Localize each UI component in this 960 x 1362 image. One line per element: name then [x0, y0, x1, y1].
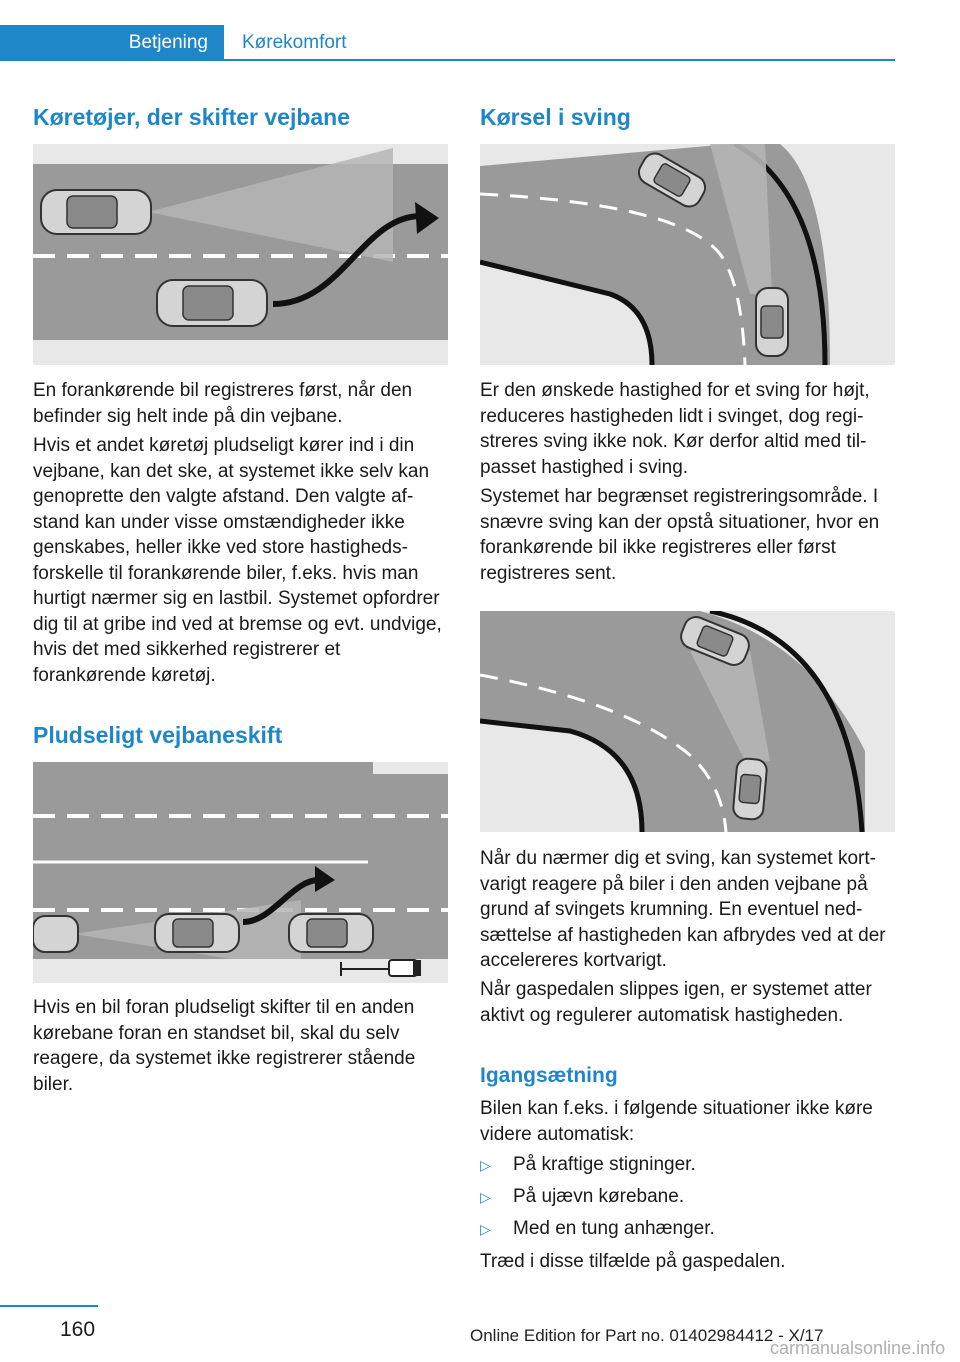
list-item: ▷ På kraftige stigninger.: [480, 1154, 696, 1175]
page-number: 160: [60, 1318, 96, 1341]
figure-cornering-2: [480, 611, 895, 832]
heading-lane-change-vehicles: Køretøjer, der skifter vejbane: [33, 104, 351, 130]
heading-cornering: Kørsel i sving: [480, 104, 631, 130]
paragraph-right-2: Systemet har begrænset registreringsområde. I snævre sving kan der opstå situationer, hvor en forankørende bil ikke registreres eller først registreres sent.: [480, 486, 880, 584]
list-item: ▷ På ujævn kørebane.: [480, 1186, 685, 1207]
edition-footer: Online Edition for Part no. 01402984412 - X/17: [470, 1326, 824, 1345]
paragraph-right-6: Træd i disse tilfælde på gaspedalen.: [480, 1251, 786, 1272]
page-number-rule: [0, 1305, 98, 1307]
car-stopped-icon: [289, 914, 373, 952]
triangle-bullet-icon: ▷: [480, 1157, 491, 1173]
car-own-icon: [157, 280, 267, 326]
triangle-bullet-icon: ▷: [480, 1189, 491, 1205]
car-lane-change-icon: [155, 914, 239, 952]
list-item: ▷ Med en tung anhænger.: [480, 1218, 715, 1239]
paragraph-left-2: Hvis et andet køretøj pludseligt kører ind i din vejbane, kan det ske, at systemet ikke selv kan genoprette den valgte afstand. Den valgte afstand kan under visse omstændigheder ikke genskabes, heller ikke ved store hastighedsforskelle til forankørende biler, f.eks. hvis man hurtigt nærmer sig en lastbil. Systemet opfordrer dig til at gribe ind ved at bremse og evt. undvige, hvis det med sikkerhed registrerer et forankørende køretøj.: [33, 435, 442, 686]
tab-underline: [224, 59, 895, 61]
paragraph-right-3: Når du nærmer dig et sving, kan systemet kortvarigt reagere på biler i den anden vejbane på grund af svingets krumning. En eventuel nedsættelse af hastigheden kan afbrydes ved at der accelereres kortvarigt.: [480, 848, 886, 971]
traffic-light-icon: [389, 960, 417, 976]
figure-sudden-lane-change: [33, 762, 448, 983]
header-tabbar: [0, 25, 895, 61]
figure-cornering-1: [480, 144, 895, 365]
paragraph-right-5: Bilen kan f.eks. i følgende situationer ikke køre videre automatisk:: [480, 1098, 873, 1145]
triangle-bullet-icon: ▷: [480, 1221, 491, 1237]
paragraph-right-4: Når gaspedalen slippes igen, er systemet atter aktivt og regulerer automatisk hastigheden.: [480, 979, 872, 1026]
paragraph-left-1: En forankørende bil registreres først, når den befinder sig helt inde på din vejbane.: [33, 380, 413, 427]
tab-betjening[interactable]: Betjening: [0, 25, 224, 61]
car-own-icon: [756, 288, 788, 356]
tab-korekomfort[interactable]: Kørekomfort: [242, 32, 347, 53]
figure-lane-change: [33, 144, 448, 365]
car-own-icon: [732, 758, 767, 820]
paragraph-left-3: Hvis en bil foran pludseligt skifter til en anden kørebane foran en standset bil, skal du selv reagere, da systemet ikke registrerer stående biler.: [33, 997, 416, 1095]
car-front-icon: [41, 190, 151, 234]
paragraph-right-1: Er den ønskede hastighed for et sving for højt, reduceres hastigheden lidt i svinget, dog registreres sving ikke nok. Kør derfor altid med tilpasset hastighed i sving.: [480, 380, 870, 478]
heading-starting-off: Igangsætning: [480, 1064, 618, 1087]
heading-sudden-lane-change: Pludseligt vejbaneskift: [33, 722, 283, 748]
watermark[interactable]: carmanualsonline.info: [770, 1338, 946, 1358]
